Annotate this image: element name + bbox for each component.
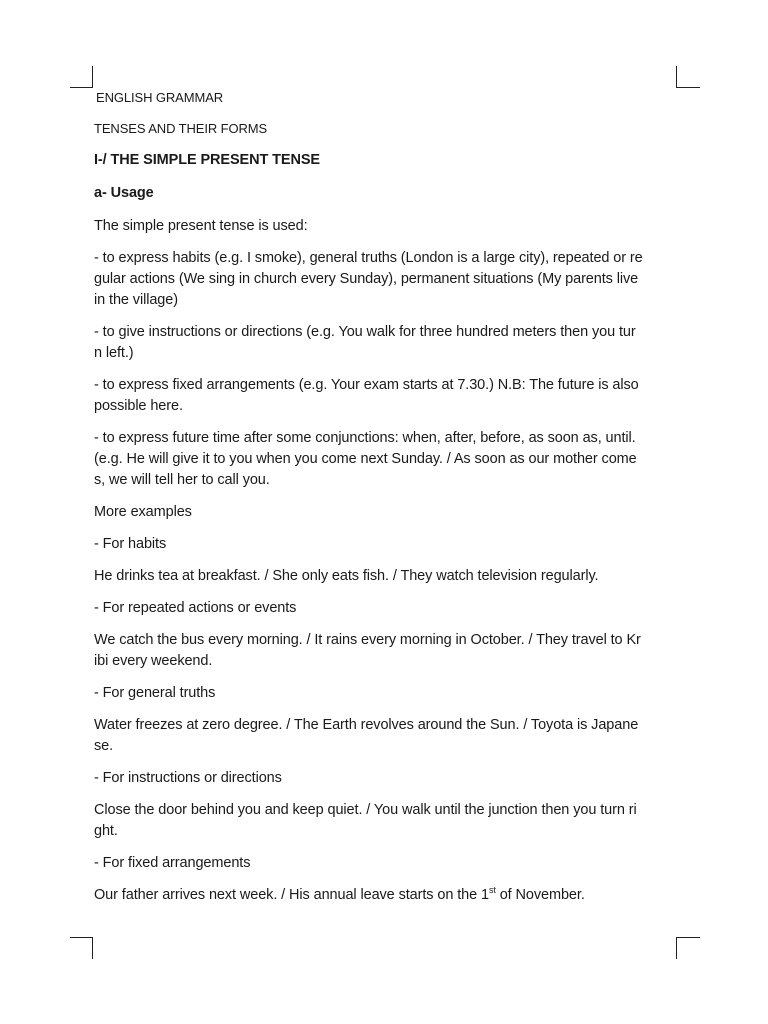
paragraph-line: - to express future time after some conjunctions: when, after, before, as soon as, until.	[94, 430, 636, 446]
more-examples-heading: More examples	[94, 504, 192, 520]
document-subtitle: TENSES AND THEIR FORMS	[94, 121, 268, 136]
fixed-arrangements-examples	[94, 885, 679, 906]
paragraph-line: in the village)	[94, 292, 178, 308]
paragraph-line: gular actions (We sing in church every Sunday), permanent situations (My parents live	[94, 271, 639, 287]
intro-text: The simple present tense is used:	[94, 218, 308, 234]
paragraph-line: - to express fixed arrangements (e.g. Your exam starts at 7.30.) N.B: The future is also	[94, 377, 639, 393]
paragraph-line: possible here.	[94, 398, 183, 414]
section-heading: I-/ THE SIMPLE PRESENT TENSE	[94, 152, 321, 168]
instructions-heading: - For instructions or directions	[94, 770, 282, 786]
subsection-heading: a- Usage	[94, 185, 154, 201]
usage-item-arrangements	[94, 375, 679, 417]
crop-mark-top-left	[70, 87, 93, 88]
paragraph-line: n left.)	[94, 345, 134, 361]
paragraph-line: ght.	[94, 823, 118, 839]
paragraph-line: Close the door behind you and keep quiet. / You walk until the junction then you turn ri	[94, 802, 637, 818]
text-span: of November.	[495, 887, 585, 903]
paragraph-line: (e.g. He will give it to you when you come next Sunday. / As soon as our mother come	[94, 451, 637, 467]
fixed-arrangements-heading: - For fixed arrangements	[94, 855, 251, 871]
paragraph-line: - to give instructions or directions (e.g. You walk for three hundred meters then you tur	[94, 324, 636, 340]
paragraph-line: We catch the bus every morning. / It rains every morning in October. / They travel to Kr	[94, 632, 641, 648]
paragraph-line: se.	[94, 738, 114, 754]
paragraph-line: s, we will tell her to call you.	[94, 472, 270, 488]
paragraph-line: ibi every weekend.	[94, 653, 213, 669]
crop-mark-top-left	[92, 66, 93, 88]
document-title: ENGLISH GRAMMAR	[96, 90, 224, 105]
crop-mark-top-right	[676, 87, 700, 88]
crop-mark-bottom-right	[676, 937, 677, 959]
usage-item-future-time	[94, 428, 679, 491]
crop-mark-bottom-left	[70, 937, 93, 938]
ordinal-superscript: st	[488, 885, 496, 896]
truths-heading: - For general truths	[94, 685, 216, 701]
crop-mark-bottom-right	[676, 937, 700, 938]
paragraph-line: - to express habits (e.g. I smoke), general truths (London is a large city), repeated or re	[94, 250, 643, 266]
text-span: Our father arrives next week. / His annual leave starts on the 1	[94, 887, 489, 903]
usage-item-instructions	[94, 322, 679, 364]
paragraph-line: Water freezes at zero degree. / The Earth revolves around the Sun. / Toyota is Japane	[94, 717, 639, 733]
crop-mark-top-right	[676, 66, 677, 88]
crop-mark-bottom-left	[92, 937, 93, 959]
document-body	[94, 88, 679, 906]
habits-examples: He drinks tea at breakfast. / She only eats fish. / They watch television regularly.	[94, 568, 599, 584]
usage-item-habits	[94, 248, 679, 311]
habits-heading: - For habits	[94, 536, 167, 552]
repeated-heading: - For repeated actions or events	[94, 600, 297, 616]
